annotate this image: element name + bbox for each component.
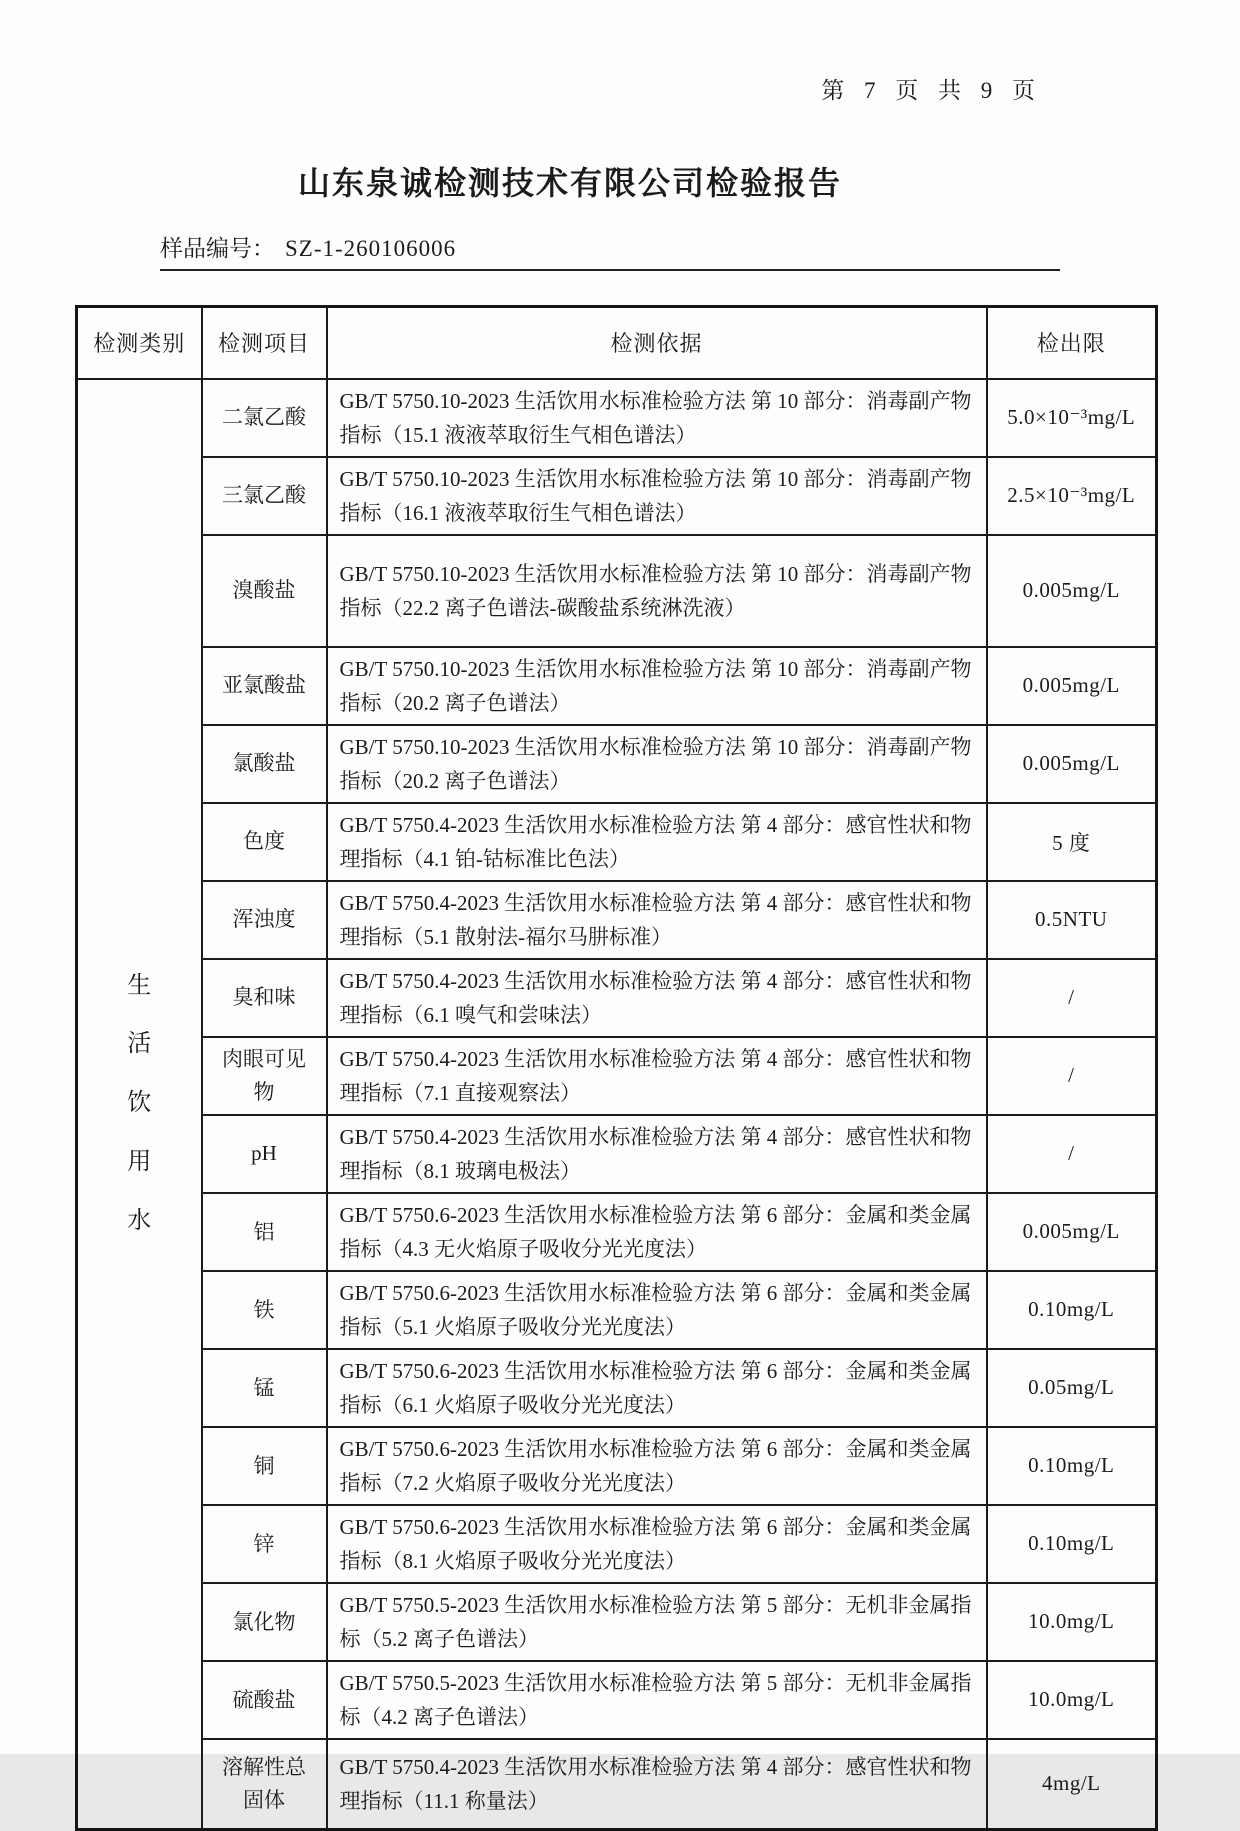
basis-cell: GB/T 5750.4-2023 生活饮用水标准检验方法 第 4 部分：感官性状和物理指标（4.1 铂-钴标准比色法） (327, 803, 987, 881)
item-cell: 硫酸盐 (202, 1661, 327, 1739)
basis-cell: GB/T 5750.6-2023 生活饮用水标准检验方法 第 6 部分：金属和类金属指标（5.1 火焰原子吸收分光光度法） (327, 1271, 987, 1349)
header-basis: 检测依据 (327, 307, 987, 379)
basis-cell: GB/T 5750.6-2023 生活饮用水标准检验方法 第 6 部分：金属和类金属指标（4.3 无火焰原子吸收分光光度法） (327, 1193, 987, 1271)
limit-cell: 5 度 (987, 803, 1157, 881)
item-cell: 二氯乙酸 (202, 379, 327, 457)
page-title: 山东泉诚检测技术有限公司检验报告 (297, 165, 842, 201)
sample-number-value: SZ-1-260106006 (285, 236, 457, 261)
basis-cell: GB/T 5750.10-2023 生活饮用水标准检验方法 第 10 部分：消毒副产物指标（16.1 液液萃取衍生气相色谱法） (327, 457, 987, 535)
basis-cell: GB/T 5750.10-2023 生活饮用水标准检验方法 第 10 部分：消毒副产物指标（22.2 离子色谱法-碳酸盐系统淋洗液） (327, 535, 987, 647)
basis-cell: GB/T 5750.4-2023 生活饮用水标准检验方法 第 4 部分：感官性状和物理指标（7.1 直接观察法） (327, 1037, 987, 1115)
table-row (77, 1505, 1157, 1583)
table-row (77, 881, 1157, 959)
limit-cell: 0.005mg/L (987, 725, 1157, 803)
limit-cell: 10.0mg/L (987, 1661, 1157, 1739)
header-item: 检测项目 (202, 307, 327, 379)
basis-cell: GB/T 5750.4-2023 生活饮用水标准检验方法 第 4 部分：感官性状和物理指标（8.1 玻璃电极法） (327, 1115, 987, 1193)
limit-cell: 0.005mg/L (987, 535, 1157, 647)
sample-number-line (160, 230, 1060, 271)
table-row (77, 1661, 1157, 1739)
page-number: 第 7 页 共 9 页 (821, 78, 1042, 103)
basis-cell: GB/T 5750.5-2023 生活饮用水标准检验方法 第 5 部分：无机非金属指标（5.2 离子色谱法） (327, 1583, 987, 1661)
table-row (77, 959, 1157, 1037)
item-cell: 浑浊度 (202, 881, 327, 959)
basis-cell: GB/T 5750.4-2023 生活饮用水标准检验方法 第 4 部分：感官性状和物理指标（5.1 散射法-福尔马肼标准） (327, 881, 987, 959)
table-row (77, 1193, 1157, 1271)
table-row (77, 457, 1157, 535)
limit-cell: / (987, 1115, 1157, 1193)
basis-cell: GB/T 5750.6-2023 生活饮用水标准检验方法 第 6 部分：金属和类金属指标（7.2 火焰原子吸收分光光度法） (327, 1427, 987, 1505)
limit-cell: 5.0×10⁻³mg/L (987, 379, 1157, 457)
table-row (77, 647, 1157, 725)
basis-cell: GB/T 5750.10-2023 生活饮用水标准检验方法 第 10 部分：消毒副产物指标（20.2 离子色谱法） (327, 725, 987, 803)
item-cell: 氯酸盐 (202, 725, 327, 803)
table-row (77, 803, 1157, 881)
basis-cell: GB/T 5750.6-2023 生活饮用水标准检验方法 第 6 部分：金属和类金属指标（6.1 火焰原子吸收分光光度法） (327, 1349, 987, 1427)
basis-cell: GB/T 5750.5-2023 生活饮用水标准检验方法 第 5 部分：无机非金属指标（4.2 离子色谱法） (327, 1661, 987, 1739)
header-limit: 检出限 (987, 307, 1157, 379)
basis-cell: GB/T 5750.10-2023 生活饮用水标准检验方法 第 10 部分：消毒副产物指标（20.2 离子色谱法） (327, 647, 987, 725)
category-label: 生活饮用水 (127, 972, 152, 1234)
limit-cell: 0.005mg/L (987, 647, 1157, 725)
item-cell: 肉眼可见物 (202, 1037, 327, 1115)
basis-cell: GB/T 5750.6-2023 生活饮用水标准检验方法 第 6 部分：金属和类金属指标（8.1 火焰原子吸收分光光度法） (327, 1505, 987, 1583)
item-cell: 亚氯酸盐 (202, 647, 327, 725)
item-cell: 溶解性总固体 (202, 1739, 327, 1829)
basis-cell: GB/T 5750.10-2023 生活饮用水标准检验方法 第 10 部分：消毒副产物指标（15.1 液液萃取衍生气相色谱法） (327, 379, 987, 457)
table-row (77, 1271, 1157, 1349)
basis-cell: GB/T 5750.4-2023 生活饮用水标准检验方法 第 4 部分：感官性状和物理指标（6.1 嗅气和尝味法） (327, 959, 987, 1037)
item-cell: 铜 (202, 1427, 327, 1505)
table-row (77, 1037, 1157, 1115)
item-cell: 铁 (202, 1271, 327, 1349)
limit-cell: 0.10mg/L (987, 1427, 1157, 1505)
item-cell: 色度 (202, 803, 327, 881)
limit-cell: 4mg/L (987, 1739, 1157, 1829)
sample-number-label: 样品编号： (160, 236, 275, 261)
item-cell: pH (202, 1115, 327, 1193)
limit-cell: 0.5NTU (987, 881, 1157, 959)
limit-cell: 2.5×10⁻³mg/L (987, 457, 1157, 535)
table-row (77, 1349, 1157, 1427)
header-category: 检测类别 (77, 307, 202, 379)
item-cell: 臭和味 (202, 959, 327, 1037)
table-row (77, 1427, 1157, 1505)
table-row (77, 379, 1157, 457)
item-cell: 铝 (202, 1193, 327, 1271)
table-row (77, 1115, 1157, 1193)
limit-cell: / (987, 1037, 1157, 1115)
table-header-row (77, 307, 1157, 379)
limit-cell: 10.0mg/L (987, 1583, 1157, 1661)
limit-cell: 0.05mg/L (987, 1349, 1157, 1427)
item-cell: 溴酸盐 (202, 535, 327, 647)
category-cell (77, 379, 202, 1830)
test-items-table (75, 305, 1158, 1831)
limit-cell: 0.10mg/L (987, 1505, 1157, 1583)
table-row (77, 1739, 1157, 1829)
limit-cell: 0.10mg/L (987, 1271, 1157, 1349)
table-row (77, 725, 1157, 803)
limit-cell: 0.005mg/L (987, 1193, 1157, 1271)
table-row (77, 535, 1157, 647)
limit-cell: / (987, 959, 1157, 1037)
item-cell: 氯化物 (202, 1583, 327, 1661)
basis-cell: GB/T 5750.4-2023 生活饮用水标准检验方法 第 4 部分：感官性状和物理指标（11.1 称量法） (327, 1739, 987, 1829)
item-cell: 锌 (202, 1505, 327, 1583)
item-cell: 三氯乙酸 (202, 457, 327, 535)
item-cell: 锰 (202, 1349, 327, 1427)
table-row (77, 1583, 1157, 1661)
